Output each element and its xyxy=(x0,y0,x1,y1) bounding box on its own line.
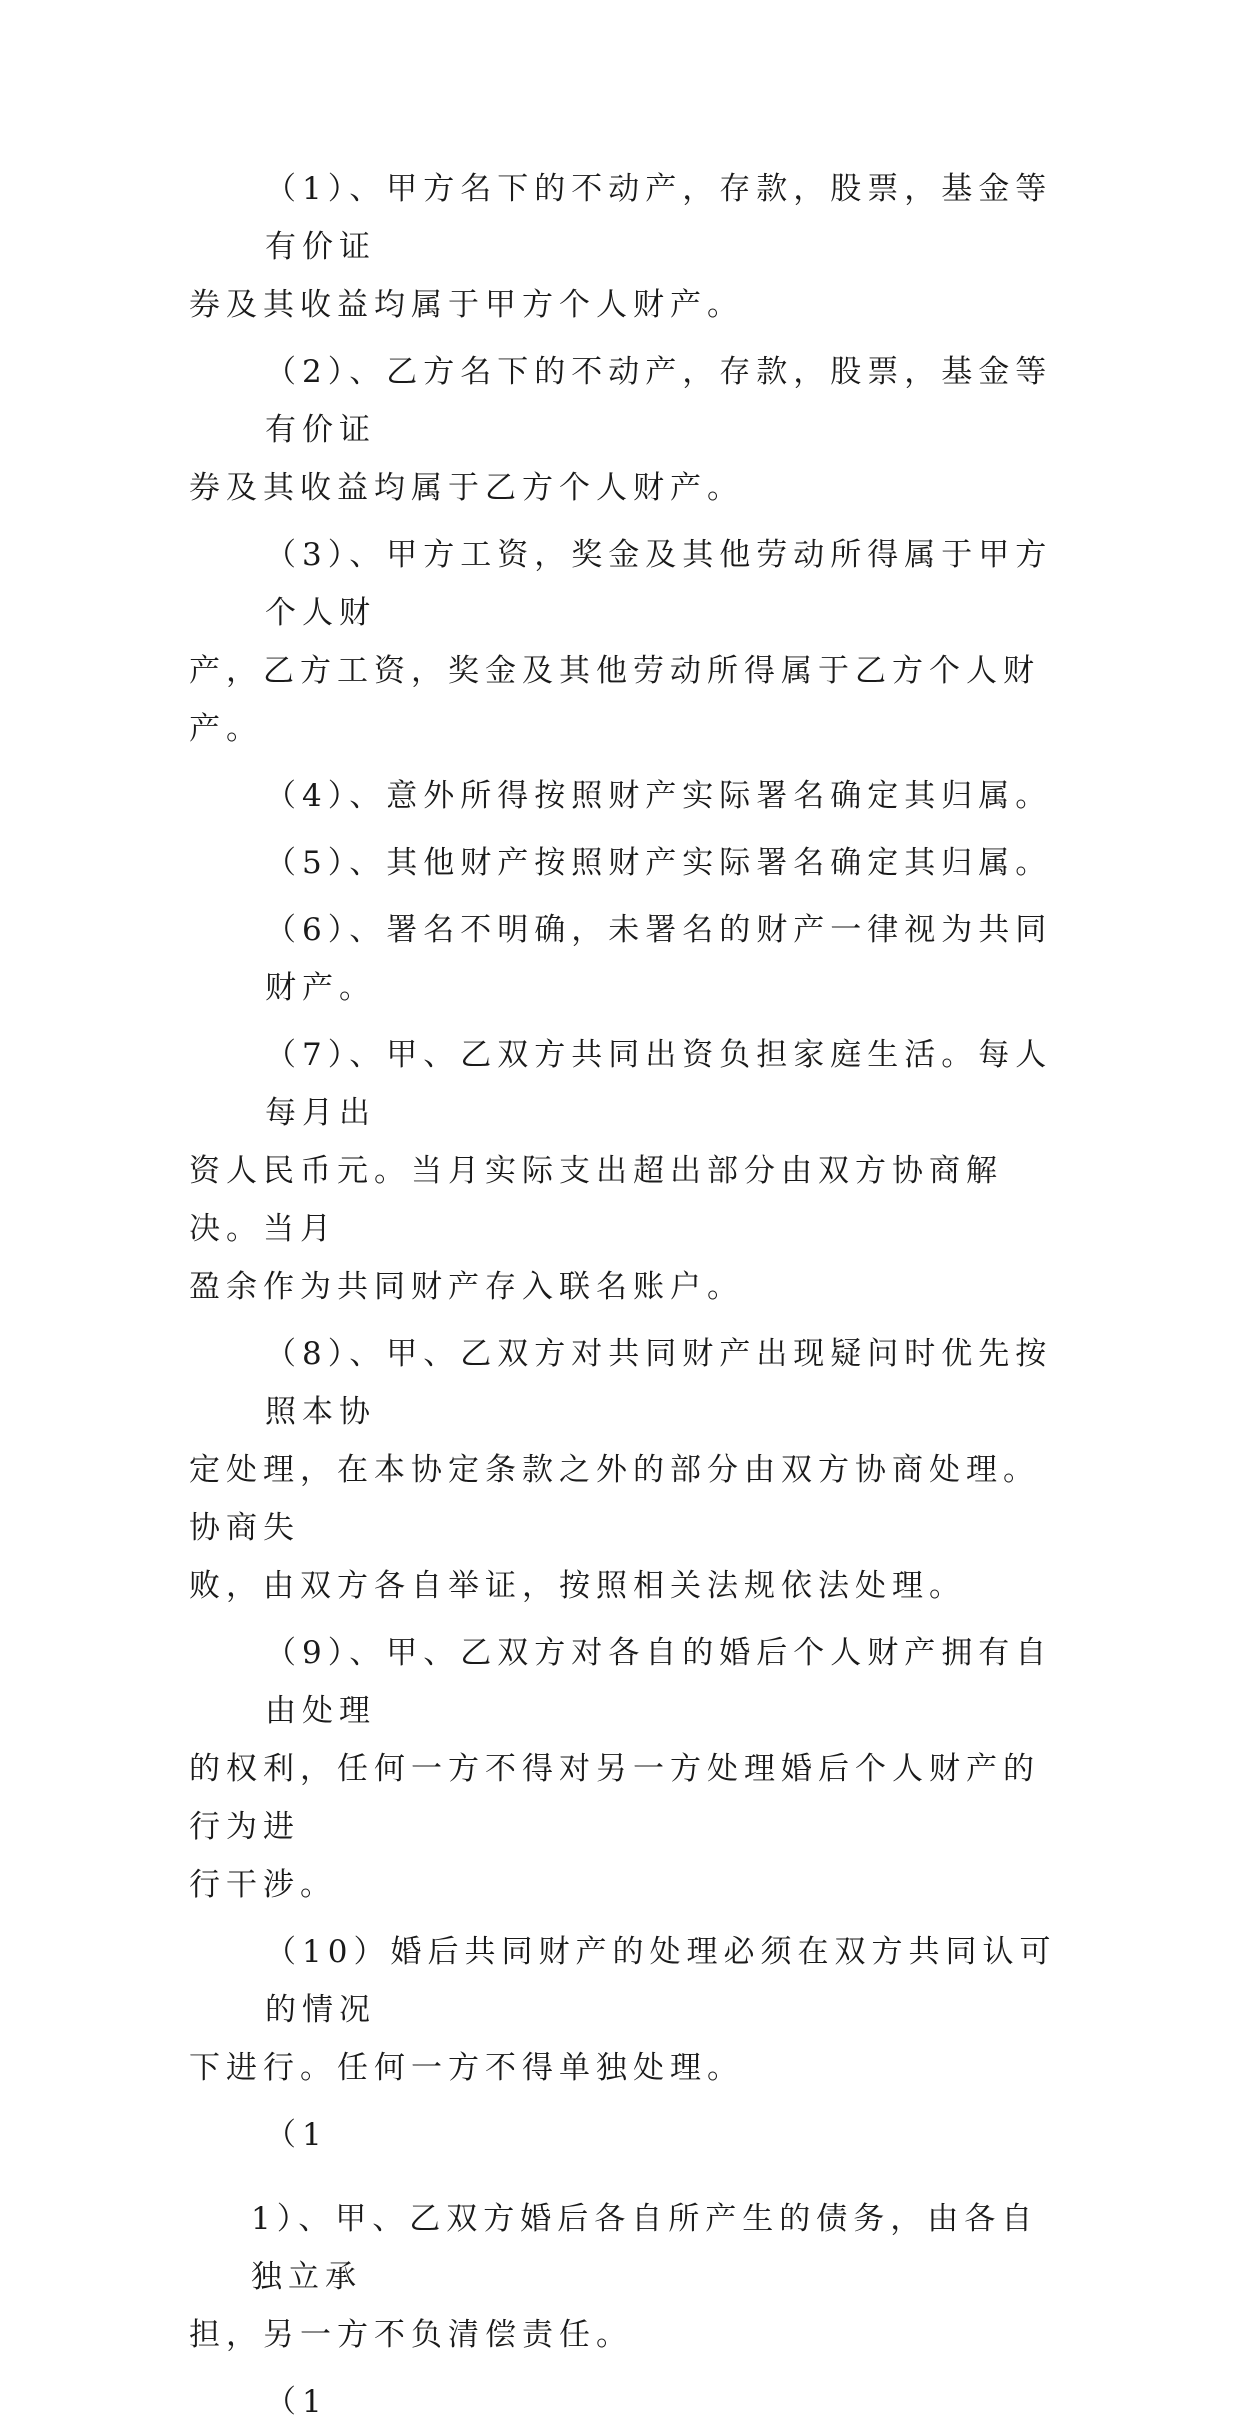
clause-line: 担，另一方不负清偿责任。 xyxy=(189,2317,633,2353)
clause-8 xyxy=(189,1325,1059,1615)
clause-line: （5）、其他财产按照财产实际署名确定其归属。 xyxy=(265,845,1053,881)
clause-line: 资人民币元。当月实际支出超出部分由双方协商解决。当月 xyxy=(189,1153,1003,1247)
clause-line: （8）、甲、乙双方对共同财产出现疑问时优先按照本协 xyxy=(265,1336,1053,1430)
clause-line: 败，由双方各自举证，按照相关法规依法处理。 xyxy=(189,1568,966,1604)
clause-line: 盈余作为共同财产存入联名账户。 xyxy=(189,1269,744,1305)
clause-line: 行干涉。 xyxy=(189,1867,337,1903)
clause-line: 券及其收益均属于乙方个人财产。 xyxy=(189,470,744,506)
clause-line: 券及其收益均属于甲方个人财产。 xyxy=(189,287,744,323)
clause-line: 定处理，在本协定条款之外的部分由双方协商处理。协商失 xyxy=(189,1452,1040,1546)
clause-line: （6）、署名不明确，未署名的财产一律视为共同财产。 xyxy=(265,912,1053,1006)
clause-5 xyxy=(189,834,1059,892)
clause-6 xyxy=(189,901,1059,1017)
clause-line: （1 xyxy=(265,2117,328,2153)
clause-line: （7）、甲、乙双方共同出资负担家庭生活。每人每月出 xyxy=(265,1037,1053,1131)
clause-line: （3）、甲方工资，奖金及其他劳动所得属于甲方个人财 xyxy=(265,537,1053,631)
clause-line: （2）、乙方名下的不动产，存款，股票，基金等有价证 xyxy=(265,354,1053,448)
clause-10 xyxy=(189,1923,1059,2097)
clause-13 xyxy=(189,2373,1059,2431)
clause-2 xyxy=(189,343,1059,517)
document-body xyxy=(189,160,1059,2431)
clause-line: 产，乙方工资，奖金及其他劳动所得属于乙方个人财产。 xyxy=(189,653,1040,747)
clause-line: （1 xyxy=(265,2384,328,2420)
clause-line: （10）婚后共同财产的处理必须在双方共同认可的情况 xyxy=(265,1934,1057,2028)
clause-7 xyxy=(189,1026,1059,1316)
clause-line: 的权利，任何一方不得对另一方处理婚后个人财产的行为进 xyxy=(189,1751,1040,1845)
clause-11 xyxy=(189,2106,1059,2164)
clause-line: 下进行。任何一方不得单独处理。 xyxy=(189,2050,744,2086)
clause-line: 1）、甲、乙双方婚后各自所产生的债务，由各自独立承 xyxy=(251,2201,1039,2295)
clause-12 xyxy=(189,2190,1059,2364)
clause-1 xyxy=(189,160,1059,334)
clause-line: （1）、甲方名下的不动产，存款，股票，基金等有价证 xyxy=(265,171,1053,265)
clause-9 xyxy=(189,1624,1059,1914)
clause-3 xyxy=(189,526,1059,758)
clause-4 xyxy=(189,767,1059,825)
clause-line: （4）、意外所得按照财产实际署名确定其归属。 xyxy=(265,778,1053,814)
clause-line: （9）、甲、乙双方对各自的婚后个人财产拥有自由处理 xyxy=(265,1635,1053,1729)
